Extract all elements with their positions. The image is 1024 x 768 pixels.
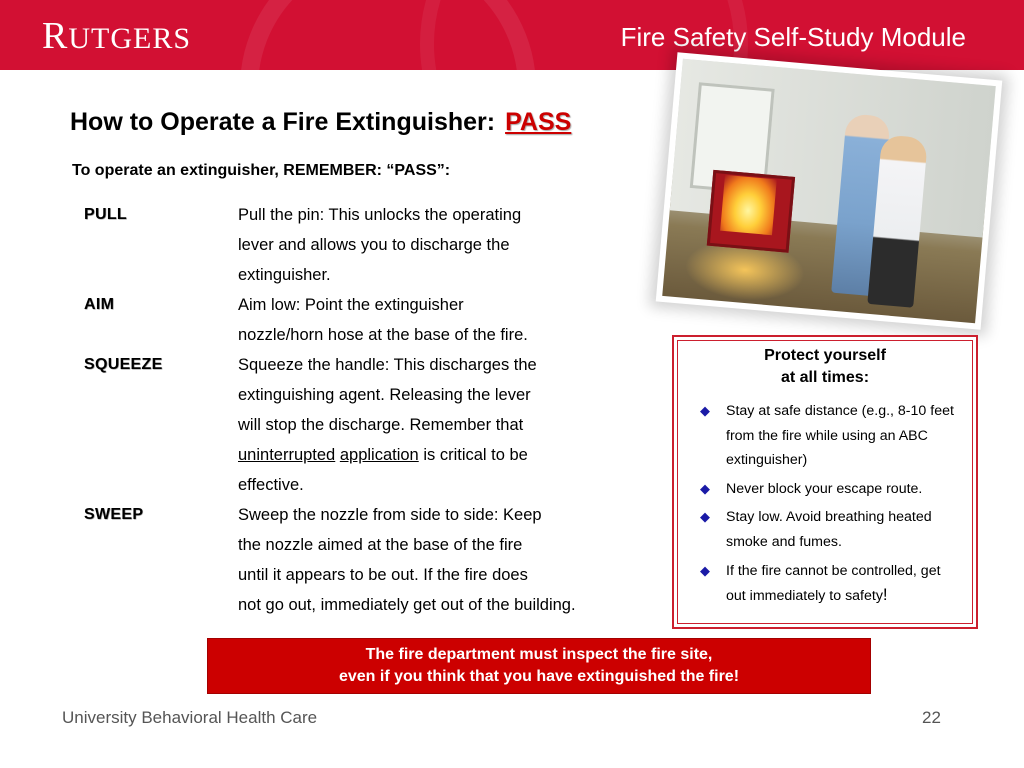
step-squeeze xyxy=(84,350,664,500)
pass-steps xyxy=(84,200,664,620)
footer-org: University Behavioral Health Care xyxy=(62,708,318,727)
page-number: 22 xyxy=(922,708,941,727)
pass-highlight: PASS xyxy=(505,108,572,136)
diamond-bullet-icon: ◆ xyxy=(700,562,710,578)
underlined-term: application xyxy=(339,446,419,464)
fire-flame xyxy=(720,175,777,235)
diamond-bullet-icon: ◆ xyxy=(700,403,710,418)
list-item: ◆ If the fire cannot be controlled, get out immediately to safety! xyxy=(700,559,964,609)
list-item: ◆ Stay low. Avoid breathing heated smoke and fumes. xyxy=(700,505,964,554)
step-term: SWEEP xyxy=(84,506,144,523)
step-pull xyxy=(84,200,664,290)
step-description: Sweep the nozzle from side to side: Keep the nozzle aimed at the base of the fire until it appears to be out. If the fire does not go out, immediately get out of the building. xyxy=(238,506,576,614)
step-description: Squeeze the handle: This discharges the extinguishing agent. Releasing the lever will stop the discharge. Remember that uninterrupted application is critical to be effective. xyxy=(238,356,537,494)
protect-title: Protect yourself at all times: xyxy=(764,347,886,386)
module-title: Fire Safety Self-Study Module xyxy=(620,22,966,52)
rutgers-logo: RUTGERS xyxy=(42,15,192,57)
protect-yourself-box xyxy=(672,335,978,629)
header-bar xyxy=(0,0,1024,70)
slide-title xyxy=(70,108,571,137)
warning-banner: The fire department must inspect the fire site, even if you think that you have extinguished the fire! xyxy=(207,638,871,694)
protect-list xyxy=(678,399,972,609)
underlined-term: uninterrupted xyxy=(238,446,336,464)
list-item: ◆ Stay at safe distance (e.g., 8-10 feet from the fire while using an ABC extinguisher) xyxy=(700,399,964,473)
slide-subtitle: To operate an extinguisher, REMEMBER: “PASS”: xyxy=(72,162,451,179)
step-term: AIM xyxy=(84,296,115,313)
step-description: Aim low: Point the extinguisher nozzle/horn hose at the base of the fire. xyxy=(238,296,528,344)
step-aim xyxy=(84,290,664,350)
training-photo xyxy=(656,52,1003,329)
slide-title-text: How to Operate a Fire Extinguisher: xyxy=(70,108,496,136)
step-term: PULL xyxy=(84,206,127,223)
diamond-bullet-icon: ◆ xyxy=(700,480,710,496)
step-description: Pull the pin: This unlocks the operating lever and allows you to discharge the extinguisher. xyxy=(238,206,522,284)
diamond-bullet-icon: ◆ xyxy=(700,509,710,525)
step-term: SQUEEZE xyxy=(84,356,163,373)
step-sweep xyxy=(84,500,664,620)
photo-image xyxy=(662,59,996,323)
list-item: ◆ Never block your escape route. xyxy=(700,477,964,502)
